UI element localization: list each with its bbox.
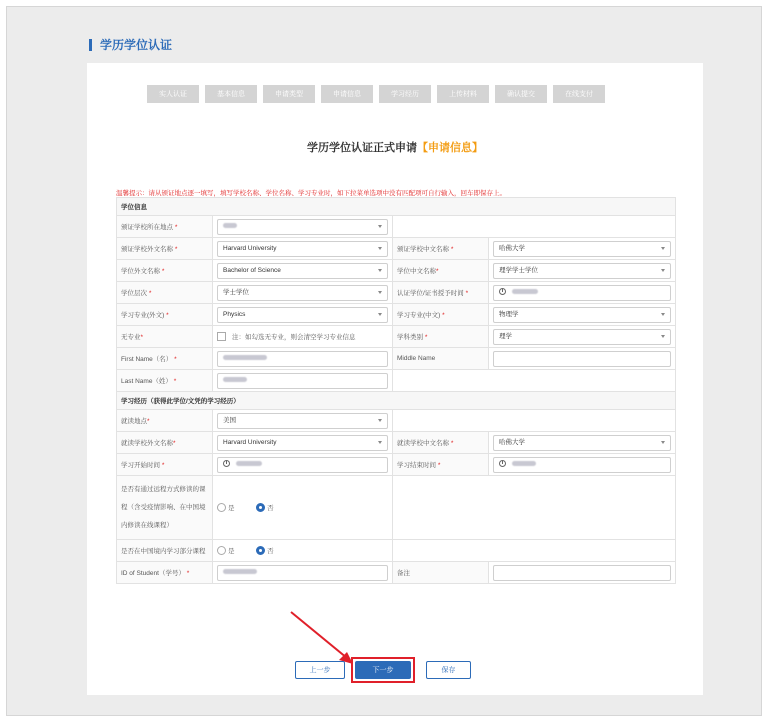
study-school-chinese-select[interactable]: 哈佛大学 [493,435,671,451]
no-major-checkbox[interactable] [217,332,226,341]
start-date-picker[interactable] [217,457,388,473]
form-title-highlight: 【申请信息】 [417,142,483,154]
last-name-input[interactable] [217,373,388,389]
section-heading-degree: 学位信息 [117,198,676,216]
partial-china-no-radio[interactable] [256,546,265,555]
degree-foreign-select[interactable]: Bachelor of Science [217,263,388,279]
first-name-input[interactable] [217,351,388,367]
remote-question: 是否有通过远程方式修读的课程（含受疫情影响、在中国境内修读在线课程） [117,476,213,540]
clock-icon [499,460,506,467]
page-frame [6,6,762,716]
clock-icon [223,460,230,467]
study-location-select[interactable]: 美国 [217,413,388,429]
step-bar [147,85,605,105]
form-card [87,63,703,695]
end-date-picker[interactable] [493,457,671,473]
discipline-select[interactable]: 理学 [493,329,671,345]
school-foreign-select[interactable]: Harvard University [217,241,388,257]
page-title: 学历学位认证 [89,39,172,51]
step-basic-info[interactable]: 基本信息 [205,85,257,103]
save-button[interactable]: 保存 [426,661,471,679]
pointer-arrow-icon [287,608,357,668]
major-foreign-select[interactable]: Physics [217,307,388,323]
remote-no-radio[interactable] [256,503,265,512]
step-application-info[interactable]: 申请信息 [321,85,373,103]
award-date-picker[interactable] [493,285,671,301]
form-title: 学历学位认证正式申请【申请信息】 [307,142,483,154]
clock-icon [499,288,506,295]
partial-china-question: 是否在中国境内学习部分课程 [117,540,213,562]
study-school-foreign-select[interactable]: Harvard University [217,435,388,451]
step-application-type[interactable]: 申请类型 [263,85,315,103]
partial-china-yes-radio[interactable] [217,546,226,555]
step-upload[interactable]: 上传材料 [437,85,489,103]
tip-text: 温馨提示：请从颁证地点逐一填写，填写学校名称、学位名称、学习专业时，如下拉菜单选项中没有匹配项可自行输入，回车即保存上。 [116,190,506,197]
degree-level-select[interactable]: 学士学位 [217,285,388,301]
step-confirm[interactable]: 确认提交 [495,85,547,103]
issuing-location-select[interactable] [217,219,388,235]
prev-button[interactable]: 上一步 [295,661,345,679]
middle-name-input[interactable] [493,351,671,367]
remark-input[interactable] [493,565,671,581]
student-id-input[interactable] [217,565,388,581]
step-payment[interactable]: 在线支付 [553,85,605,103]
major-chinese-select[interactable]: 物理学 [493,307,671,323]
no-major-note: 注：如勾选无专业，则会清空学习专业信息 [232,333,356,341]
next-button[interactable]: 下一步 [355,661,411,679]
application-table: 学位信息 颁证学校所在地点 * 颁证学校外文名称 * Harvard University 颁证学校中文名称 * 哈佛大学 学位外文名称 * Bachelor of Science 学位中文名称* 理学学士学位 学位层次 * 学士学位 认证学位/证书授予时间 * 学习专业(外文) * Physics 学习专业(中文) * 物理学 无专业* 注：如勾选无专业，则会清空学习专业信息 学科类别 * 理学 First Name（名） * Middle Name Last Name（姓） * 学习经历（获得此学位/文凭的学习经历） 就读地点* 美国 就读学校外文名称* Harvard University 就读学校中文名称 * 哈佛大学 学习开始时间 * 学习结束时间 * 是否有通过远程方式修读的课程（含受疫情影响、在中国境内修读在线课程） 是 否 是否在中国境内学习部分课程 是 否 ID of Student（学号） * 备注 [116,197,676,584]
remote-yes-radio[interactable] [217,503,226,512]
degree-chinese-select[interactable]: 理学学士学位 [493,263,671,279]
school-chinese-select[interactable]: 哈佛大学 [493,241,671,257]
step-identity[interactable]: 实人认证 [147,85,199,103]
step-study-history[interactable]: 学习经历 [379,85,431,103]
section-heading-study: 学习经历（获得此学位/文凭的学习经历） [117,392,676,410]
